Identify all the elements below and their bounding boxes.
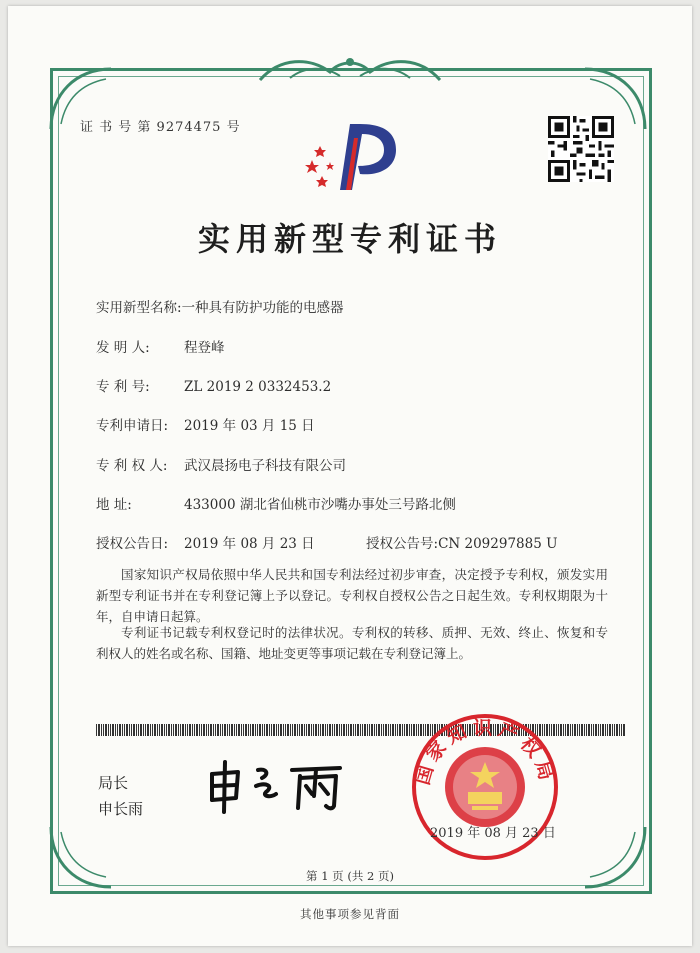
seal-date: 2019 年 08 月 23 日: [430, 826, 556, 841]
patent-number-row: [96, 375, 331, 395]
patentee-row: [96, 454, 346, 474]
grant-number-value: CN 209297885 U: [438, 536, 558, 552]
footer-note: 其他事项参见背面: [300, 907, 400, 921]
address-row: [96, 493, 456, 513]
legal-paragraph-1: 国家知识产权局依照中华人民共和国专利法经过初步审查，决定授予专利权，颁发实用新型专利证书并在专利登记簿上予以登记。专利权自授权公告之日起生效。专利权期限为十年，自申请日起算。: [96, 567, 608, 624]
utility-model-name-label: 实用新型名称:: [96, 300, 182, 316]
legal-paragraph-2: 专利证书记载专利权登记时的法律状况。专利权的转移、质押、无效、终止、恢复和专利权人的姓名或名称、国籍、地址变更等事项记载在专利登记簿上。: [96, 625, 608, 661]
signatory-name: 申长雨: [98, 800, 144, 818]
address-label: 地 址:: [96, 497, 132, 513]
certificate-number: [80, 116, 241, 135]
certificate-number-suffix: 号: [226, 120, 241, 135]
certificate-number-value: 9274475: [156, 120, 222, 135]
utility-model-name-value: 一种具有防护功能的电感器: [181, 300, 344, 316]
filing-date-row: [96, 414, 315, 434]
handwritten-signature: [200, 756, 355, 816]
signatory-title: 局长: [98, 774, 129, 792]
qr-code: [548, 116, 614, 182]
grant-date-row: [96, 532, 315, 552]
patent-number-value: ZL 2019 2 0332453.2: [184, 379, 332, 395]
utility-model-name-row: [96, 296, 344, 316]
grant-number-row: [366, 532, 557, 552]
seal-text: 国家知识产权局: [411, 716, 559, 788]
patentee-label: 专 利 权 人:: [96, 458, 168, 474]
top-ornament: [250, 52, 450, 84]
certificate-title: 实用新型专利证书: [197, 220, 502, 258]
inventor-label: 发 明 人:: [96, 340, 150, 356]
patent-office-logo: [300, 116, 410, 198]
grant-number-label: 授权公告号:: [366, 536, 439, 552]
filing-date-value: 2019 年 03 月 15 日: [184, 418, 315, 434]
address-value: 433000 湖北省仙桃市沙嘴办事处三号路北侧: [184, 497, 456, 513]
filing-date-label: 专利申请日:: [96, 418, 169, 434]
grant-date-label: 授权公告日:: [96, 536, 169, 552]
page-number: 第 1 页 (共 2 页): [306, 869, 394, 883]
grant-date-value: 2019 年 08 月 23 日: [184, 536, 315, 552]
inventor-row: [96, 336, 225, 356]
patentee-value: 武汉晨扬电子科技有限公司: [184, 458, 346, 474]
inventor-value: 程登峰: [184, 340, 225, 356]
patent-number-label: 专 利 号:: [96, 379, 150, 395]
certificate-number-label: 证 书 号 第: [80, 120, 152, 135]
